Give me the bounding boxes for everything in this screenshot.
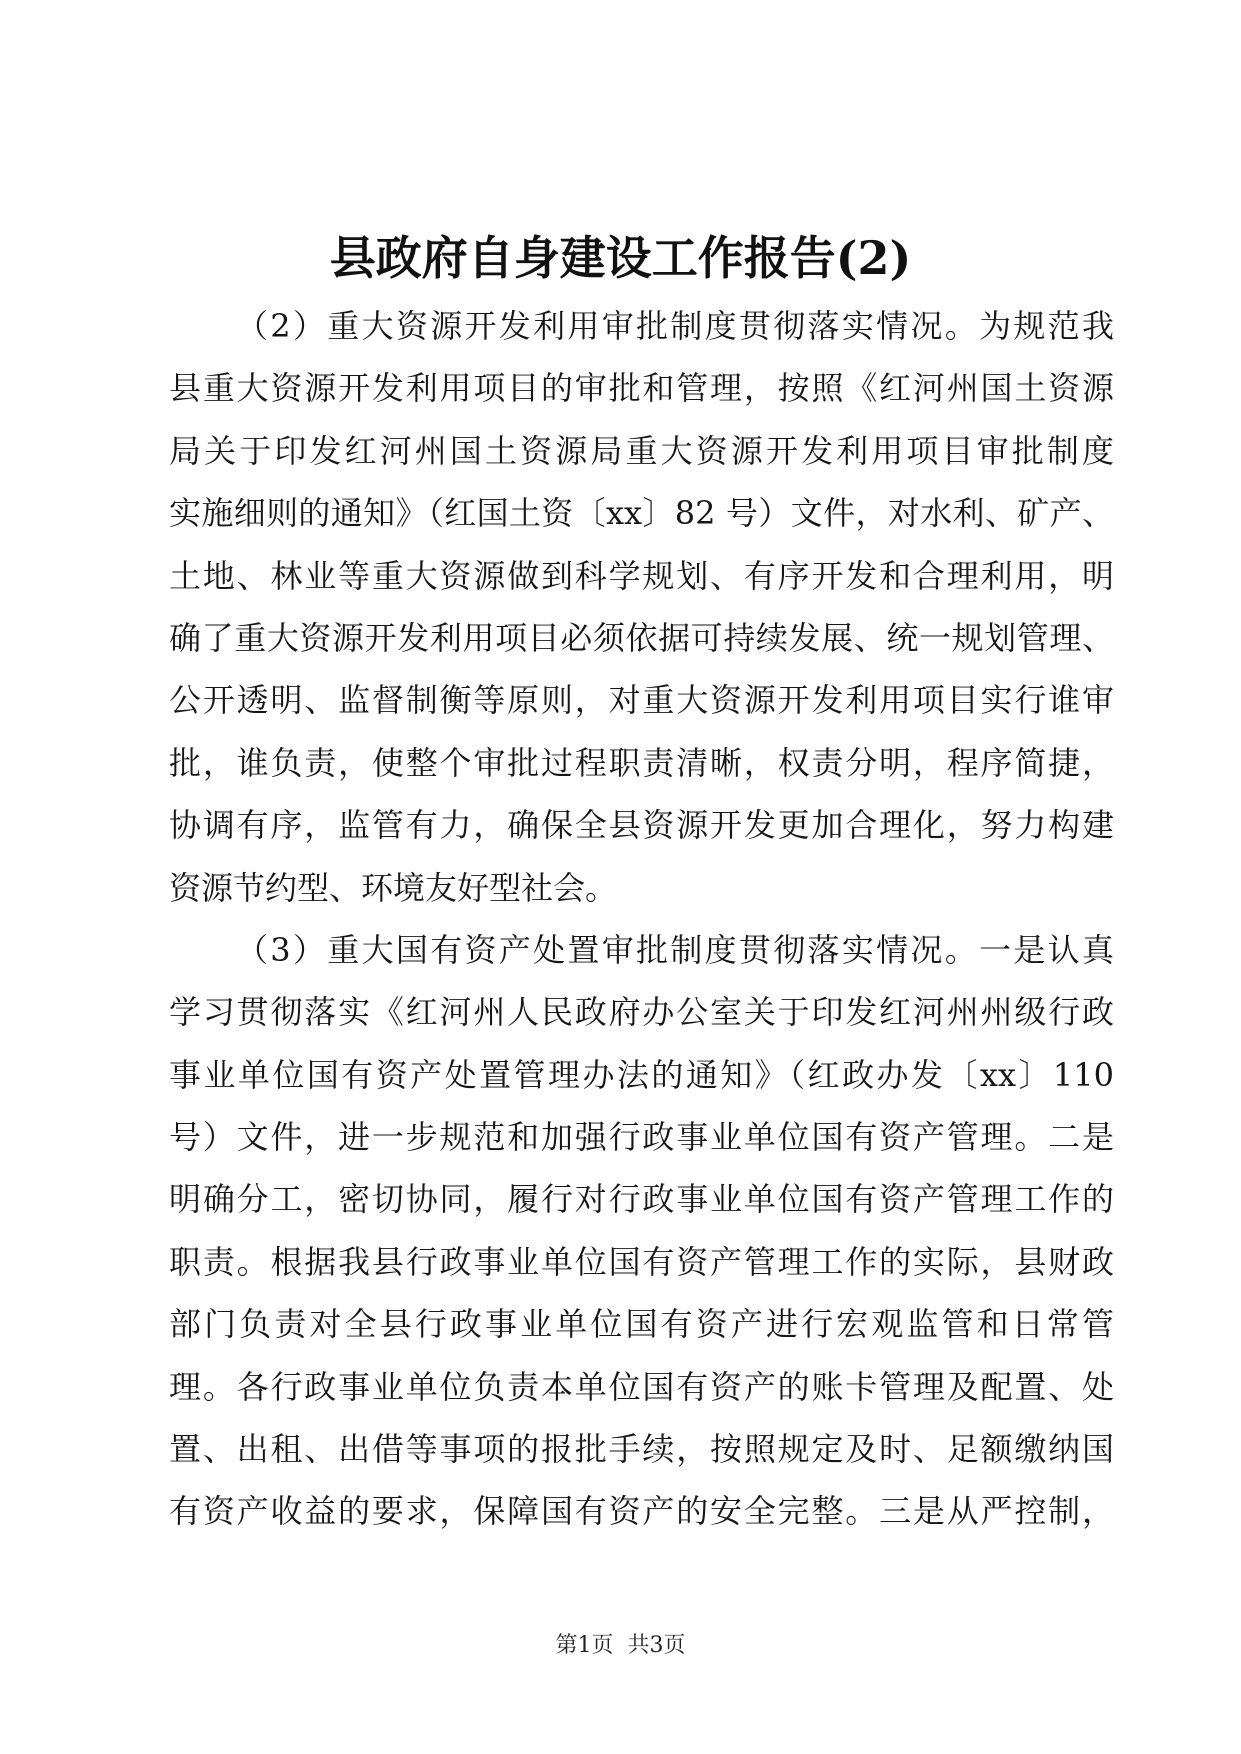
page-footer: 第1页 共3页 — [555, 1633, 686, 1658]
text-line: 职责。根据我县行政事业单位国有资产管理工作的实际，县财政 — [169, 1242, 1114, 1281]
text-line: 局关于印发红河州国土资源局重大资源开发利用项目审批制度 — [169, 431, 1114, 470]
text-line: 号）文件，进一步规范和加强行政事业单位国有资产管理。二是 — [169, 1118, 1114, 1157]
text-line: 有资产收益的要求，保障国有资产的安全完整。三是从严控制， — [169, 1492, 1114, 1531]
paragraph — [169, 919, 1114, 1543]
text-line: 协调有序，监管有力，确保全县资源开发更加合理化，努力构建 — [169, 806, 1114, 845]
text-line: 部门负责对全县行政事业单位国有资产进行宏观监管和日常管 — [169, 1305, 1114, 1344]
text-line: 公开透明、监督制衡等原则，对重大资源开发利用项目实行谁审 — [169, 681, 1114, 720]
text-line: 土地、林业等重大资源做到科学规划、有序开发和合理利用，明 — [169, 556, 1114, 595]
paragraph — [169, 295, 1114, 919]
text-line: （2）重大资源开发利用审批制度贯彻落实情况。为规范我 — [236, 307, 1114, 345]
text-line: 实施细则的通知》（红国土资〔xx〕82 号）文件，对水利、矿产、 — [169, 494, 1114, 533]
text-line: 确了重大资源开发利用项目必须依据可持续发展、统一规划管理、 — [169, 618, 1114, 657]
document-title: 县政府自身建设工作报告(2) — [329, 231, 912, 285]
text-line: 事业单位国有资产处置管理办法的通知》（红政办发〔xx〕110 — [169, 1055, 1114, 1094]
text-line: （3）重大国有资产处置审批制度贯彻落实情况。一是认真 — [236, 930, 1114, 969]
text-line: 学习贯彻落实《红河州人民政府办公室关于印发红河州州级行政 — [169, 993, 1114, 1032]
document-body — [169, 295, 1114, 1543]
text-line: 理。各行政事业单位负责本单位国有资产的账卡管理及配置、处 — [169, 1367, 1114, 1406]
text-line: 批，谁负责，使整个审批过程职责清晰，权责分明，程序简捷， — [169, 743, 1114, 782]
text-line: 置、出租、出借等事项的报批手续，按照规定及时、足额缴纳国 — [169, 1430, 1114, 1469]
text-line: 资源节约型、环境友好型社会。 — [169, 868, 618, 907]
text-line: 县重大资源开发利用项目的审批和管理，按照《红河州国土资源 — [169, 369, 1114, 408]
text-line: 明确分工，密切协同，履行对行政事业单位国有资产管理工作的 — [169, 1180, 1114, 1219]
